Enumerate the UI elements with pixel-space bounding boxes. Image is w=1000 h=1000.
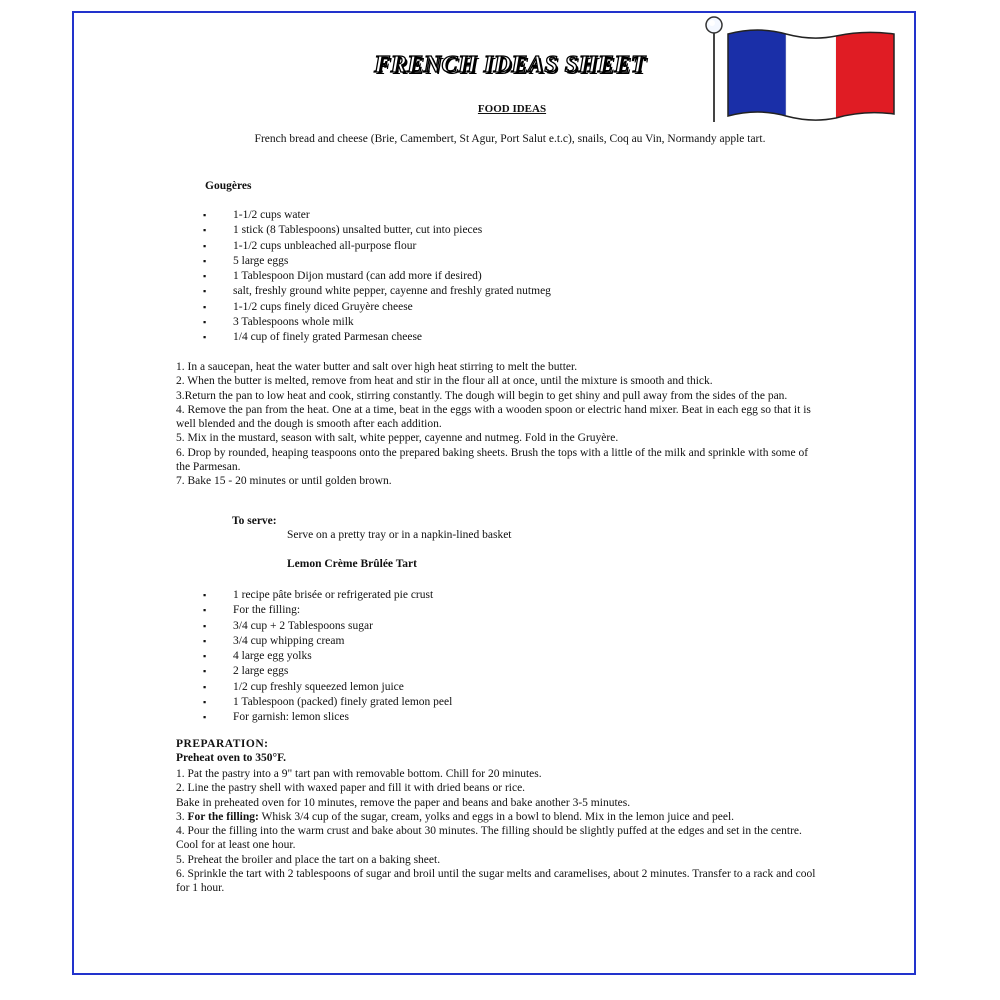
serve-heading: To serve:: [232, 515, 277, 527]
preheat-instruction: Preheat oven to 350°F.: [176, 752, 287, 764]
method-step: 1. Pat the pastry into a 9" tart pan with removable bottom. Chill for 20 minutes.: [176, 768, 542, 780]
list-item: ▪ 4 large egg yolks: [203, 649, 452, 664]
list-item: ▪ 1 Tablespoon Dijon mustard (can add more if desired): [203, 269, 551, 284]
method-step: 2. When the butter is melted, remove from heat and stir in the flour all at once, until the mixture is smooth and thick.: [176, 375, 713, 388]
list-item: ▪ 1 stick (8 Tablespoons) unsalted butter, cut into pieces: [203, 223, 551, 238]
step-number: 3.: [176, 810, 188, 823]
list-item: ▪ 1/4 cup of finely grated Parmesan cheese: [203, 330, 551, 345]
list-item: ▪ 3/4 cup + 2 Tablespoons sugar: [203, 619, 452, 634]
method-step: 1. In a saucepan, heat the water butter and salt over high heat stirring to melt the butter.: [176, 361, 578, 373]
list-item: ▪ 3/4 cup whipping cream: [203, 634, 452, 649]
recipe-title-tart: Lemon Crème Brûlée Tart: [287, 558, 417, 570]
list-item: ▪ 1 recipe pâte brisée or refrigerated pie crust: [203, 588, 452, 603]
gougeres-method: [176, 360, 816, 489]
method-step: 6. Sprinkle the tart with 2 tablespoons of sugar and broil until the sugar melts and caramelises, about 2 minutes. Transfer to a rack and cool for 1 hour.: [176, 868, 816, 895]
list-item: ▪ 3 Tablespoons whole milk: [203, 315, 551, 330]
section-subtitle: FOOD IDEAS: [477, 103, 547, 115]
method-step: Bake in preheated oven for 10 minutes, remove the paper and beans and bake another 3-5 minutes.: [176, 796, 631, 809]
list-item: ▪ 1-1/2 cups water: [203, 208, 551, 223]
list-item: ▪ For the filling:: [203, 603, 452, 618]
preparation-heading: PREPARATION:: [176, 738, 269, 750]
intro-paragraph: French bread and cheese (Brie, Camembert, St Agur, Port Salut e.t.c), snails, Coq au Vin, Normandy apple tart.: [254, 133, 766, 145]
list-item: ▪ salt, freshly ground white pepper, cayenne and freshly grated nutmeg: [203, 284, 551, 299]
french-flag-image: [700, 14, 900, 124]
list-item: ▪ 1 Tablespoon (packed) finely grated lemon peel: [203, 695, 452, 710]
page-title: FRENCH IDEAS SHEET: [374, 52, 646, 78]
filling-label: For the filling:: [187, 810, 259, 823]
list-item: ▪ 1-1/2 cups unbleached all-purpose flour: [203, 239, 551, 254]
list-item: ▪ 5 large eggs: [203, 254, 551, 269]
method-step: 4. Pour the filling into the warm crust and bake about 30 minutes. The filling should be slightly puffed at the edges and set in the centre. Cool for at least one hour.: [176, 825, 802, 852]
method-step: 2. Line the pastry shell with waxed paper and fill it with dried beans or rice.: [176, 782, 526, 795]
list-item: ▪ For garnish: lemon slices: [203, 710, 452, 725]
list-item: ▪ 2 large eggs: [203, 664, 452, 679]
recipe-title-gougeres: Gougères: [205, 180, 252, 192]
method-step: 5. Mix in the mustard, season with salt, white pepper, cayenne and nutmeg. Fold in the Gruyère.: [176, 432, 619, 445]
method-step: 6. Drop by rounded, heaping teaspoons onto the prepared baking sheets. Brush the tops with a little of the milk and sprinkle with some of the Parmesan.: [176, 446, 809, 474]
step-text: Whisk 3/4 cup of the sugar, cream, yolks and eggs in a bowl to blend. Mix in the lemon juice and peel.: [258, 810, 735, 823]
tart-method: [176, 767, 816, 896]
list-item: ▪ 1/2 cup freshly squeezed lemon juice: [203, 680, 452, 695]
gougeres-ingredient-list: [203, 208, 551, 346]
method-step: 7. Bake 15 - 20 minutes or until golden brown.: [176, 475, 392, 488]
method-step: [176, 810, 816, 824]
serve-text: Serve on a pretty tray or in a napkin-lined basket: [287, 529, 512, 541]
method-step: 3.Return the pan to low heat and cook, stirring constantly. The dough will begin to get shiny and pull away from the sides of the pan.: [176, 389, 788, 402]
method-step: 4. Remove the pan from the heat. One at a time, beat in the eggs with a wooden spoon or electric hand mixer. Beat in each egg so that it is well blended and the dough is smooth after each addition.: [176, 403, 811, 431]
method-step: 5. Preheat the broiler and place the tart on a baking sheet.: [176, 853, 441, 866]
list-item: ▪ 1-1/2 cups finely diced Gruyère cheese: [203, 300, 551, 315]
tart-ingredient-list: [203, 588, 452, 726]
